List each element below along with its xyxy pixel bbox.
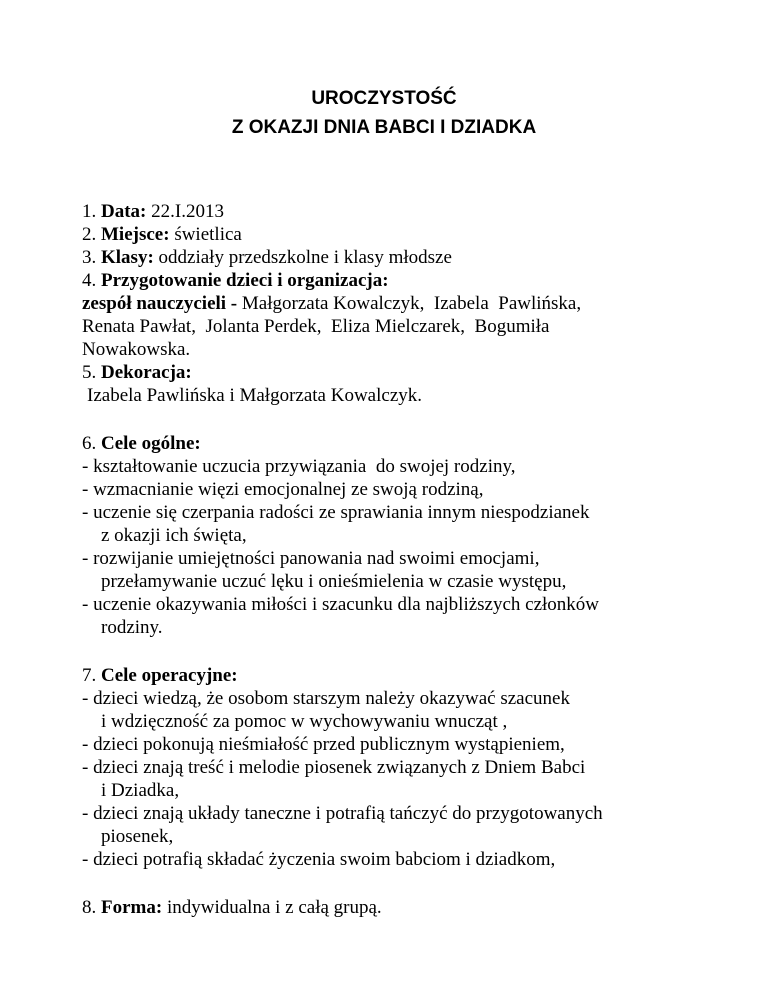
section-number: 6. bbox=[82, 433, 97, 454]
section-number: 1. bbox=[82, 201, 97, 222]
section-form bbox=[82, 896, 722, 919]
section-number: 8. bbox=[82, 897, 97, 918]
section-operational-goals bbox=[82, 664, 722, 687]
teacher-team-line3: Nowakowska. bbox=[82, 339, 191, 360]
section-place bbox=[82, 223, 722, 246]
section-number: 5. bbox=[82, 362, 97, 383]
list-item: - kształtowanie uczucia przywiązania do swojej rodziny, bbox=[82, 456, 516, 477]
section-number: 7. bbox=[82, 665, 97, 686]
list-item: - dzieci potrafią składać życzenia swoim babciom i dziadkom, bbox=[82, 849, 556, 870]
document-title-line2: Z OKAZJI DNIA BABCI I DZIADKA bbox=[231, 117, 537, 138]
list-item: - wzmacnianie więzi emocjonalnej ze swoją rodziną, bbox=[82, 479, 484, 500]
section-classes bbox=[82, 246, 722, 269]
list-item-continuation: przełamywanie uczuć lęku i onieśmielenia w czasie występu, bbox=[101, 571, 567, 592]
section-number: 3. bbox=[82, 247, 97, 268]
section-label: Klasy: bbox=[101, 247, 154, 268]
list-item: - dzieci pokonują nieśmiałość przed publicznym wystąpieniem, bbox=[82, 734, 565, 755]
list-item-continuation: piosenek, bbox=[101, 826, 174, 847]
section-date bbox=[82, 200, 722, 223]
section-label: Cele ogólne: bbox=[101, 433, 201, 454]
section-label: Data: bbox=[101, 201, 147, 222]
section-value: indywidualna i z całą grupą. bbox=[166, 897, 382, 918]
section-decoration bbox=[82, 361, 722, 384]
section-label: Cele operacyjne: bbox=[101, 665, 238, 686]
section-value: świetlica bbox=[174, 224, 242, 245]
section-label: Przygotowanie dzieci i organizacja: bbox=[101, 270, 389, 291]
section-preparation bbox=[82, 269, 722, 292]
section-number: 4. bbox=[82, 270, 97, 291]
list-item: - dzieci znają treść i melodie piosenek związanych z Dniem Babci bbox=[82, 757, 586, 778]
team-names: Małgorzata Kowalczyk, Izabela Pawlińska, bbox=[241, 293, 582, 314]
teacher-team-line1 bbox=[82, 292, 722, 315]
list-item: - dzieci wiedzą, że osobom starszym należy okazywać szacunek bbox=[82, 688, 570, 709]
spacer bbox=[82, 639, 722, 664]
section-label: Forma: bbox=[101, 897, 163, 918]
list-item-continuation: z okazji ich święta, bbox=[101, 525, 247, 546]
list-item-continuation: rodziny. bbox=[101, 617, 163, 638]
spacer bbox=[82, 871, 722, 896]
list-item: - dzieci znają układy taneczne i potrafią tańczyć do przygotowanych bbox=[82, 803, 603, 824]
spacer bbox=[82, 407, 722, 432]
decoration-value: Izabela Pawlińska i Małgorzata Kowalczyk. bbox=[87, 385, 423, 406]
section-general-goals bbox=[82, 432, 722, 455]
section-label: Miejsce: bbox=[101, 224, 170, 245]
document-title-line1: UROCZYSTOŚĆ bbox=[311, 88, 457, 109]
team-label: zespół nauczycieli - bbox=[82, 293, 238, 314]
list-item: - uczenie się czerpania radości ze sprawiania innym niespodzianek bbox=[82, 502, 590, 523]
section-label: Dekoracja: bbox=[101, 362, 192, 383]
list-item: - uczenie okazywania miłości i szacunku dla najbliższych członków bbox=[82, 594, 600, 615]
document-body bbox=[82, 200, 722, 919]
section-value: oddziały przedszkolne i klasy młodsze bbox=[158, 247, 452, 268]
teacher-team-line2: Renata Pawłat, Jolanta Perdek, Eliza Mielczarek, Bogumiła bbox=[82, 316, 550, 337]
list-item-continuation: i Dziadka, bbox=[101, 780, 180, 801]
section-value: 22.I.2013 bbox=[151, 201, 224, 222]
list-item: - rozwijanie umiejętności panowania nad swoimi emocjami, bbox=[82, 548, 540, 569]
list-item-continuation: i wdzięczność za pomoc w wychowywaniu wnucząt , bbox=[101, 711, 508, 732]
section-number: 2. bbox=[82, 224, 97, 245]
